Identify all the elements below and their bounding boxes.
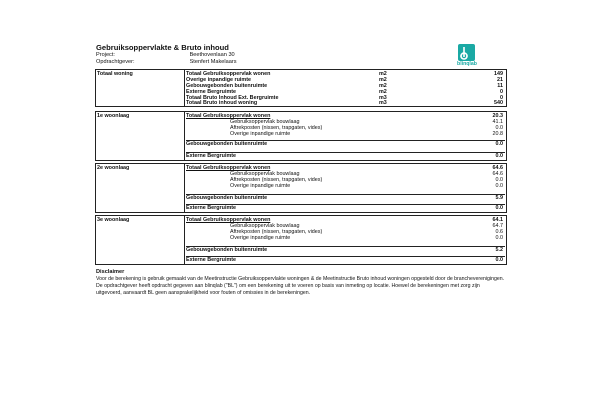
floor-sub-label: Aftrekposten (nissen, trapgaten, vides)	[230, 125, 323, 131]
summary-row-unit: m2	[379, 83, 387, 89]
logo-text: blinqlab	[457, 61, 477, 67]
client-row	[96, 59, 237, 65]
section-divider	[184, 70, 185, 106]
summary-row-value: 149	[494, 71, 503, 77]
floor-sub-value: 64.7	[492, 223, 503, 229]
summary-section	[95, 69, 507, 107]
floor-extern-label: Externe Bergruimte	[186, 205, 237, 211]
floor-sub-label: Overige inpandige ruimte	[230, 131, 291, 137]
floor-label: 1e woonlaag	[97, 113, 130, 119]
summary-row-unit: m2	[379, 77, 387, 83]
floor-main-value: 64.6	[492, 165, 503, 171]
floor-sub-value: 0.0	[495, 183, 503, 189]
section-divider	[184, 112, 185, 160]
floor-main-label: Totaal Gebruiksoppervlak wonen	[186, 217, 271, 223]
floor-sub-row	[186, 183, 505, 189]
floor-sub-value: 0.0	[495, 177, 503, 183]
floor-extern-label: Externe Bergruimte	[186, 153, 237, 159]
summary-row-label: Totaal Bruto Inhoud Ext. Bergruimte	[186, 95, 279, 101]
floor-main-label: Totaal Gebruiksoppervlak wonen	[186, 165, 271, 171]
summary-row-value: 0	[500, 89, 503, 95]
section-divider	[184, 164, 185, 212]
floor-extern-value: 0.0	[495, 153, 503, 159]
floor-sub-label: Gebruiksoppervlak bouwlaag	[230, 171, 300, 177]
floor-buiten-label: Gebouwgebonden buitenruimte	[186, 195, 268, 201]
floor-buiten-row	[186, 140, 505, 147]
summary-row-value: 11	[497, 83, 503, 89]
summary-row-value: 0	[500, 95, 503, 101]
floor-sub-label: Overige inpandige ruimte	[230, 235, 291, 241]
floor-extern-row	[186, 204, 505, 211]
floor-sub-label: Aftrekposten (nissen, trapgaten, vides)	[230, 229, 323, 235]
summary-row-label: Externe Bergruimte	[186, 89, 237, 95]
floor-main-value: 20.3	[492, 113, 503, 119]
summary-row-value: 21	[497, 77, 503, 83]
floor-main-value: 64.1	[492, 217, 503, 223]
summary-row-label: Totaal Bruto inhoud woning	[186, 100, 258, 106]
page-title: Gebruiksoppervlakte & Bruto inhoud	[96, 43, 229, 52]
floor-extern-label: Externe Bergruimte	[186, 257, 237, 263]
client-value: Stenfert Makelaars	[189, 59, 237, 65]
floor-section-2	[95, 163, 507, 213]
summary-row-label: Gebouwgebonden buitenruimte	[186, 83, 268, 89]
floor-buiten-value: 5.2	[495, 247, 503, 253]
summary-row-value: 540	[494, 100, 503, 106]
floor-buiten-value: 5.9	[495, 195, 503, 201]
floor-main-label: Totaal Gebruiksoppervlak wonen	[186, 113, 271, 119]
section-divider	[184, 216, 185, 264]
project-row	[96, 52, 235, 58]
floor-buiten-value: 0.0	[495, 141, 503, 147]
floor-sub-value: 41.1	[492, 119, 503, 125]
client-label: Opdrachtgever:	[96, 59, 135, 65]
company-logo	[452, 44, 482, 68]
project-label: Project:	[96, 52, 115, 58]
summary-row-label: Overige inpandige ruimte	[186, 77, 252, 83]
floor-extern-value: 0.0	[495, 205, 503, 211]
floor-section-3	[95, 215, 507, 265]
floor-buiten-row	[186, 246, 505, 253]
disclaimer-title: Disclaimer	[96, 269, 125, 275]
floor-buiten-label: Gebouwgebonden buitenruimte	[186, 141, 268, 147]
logo-b-icon	[458, 44, 475, 61]
logo-mark	[458, 44, 475, 61]
floor-buiten-label: Gebouwgebonden buitenruimte	[186, 247, 268, 253]
floor-sub-value: 0.0	[495, 235, 503, 241]
summary-row-unit: m2	[379, 89, 387, 95]
floor-sub-label: Gebruiksoppervlak bouwlaag	[230, 119, 300, 125]
disclaimer-text: Voor de berekening is gebruik gemaakt van de Meetinstructie Gebruiksoppervlakte woningen & de Meetinstructie Bruto inhoud woningen opgesteld door de brancheverenigingen. De opdrachtgever heeft opdracht gegeven aan blinqlab ("BL") om een berekening uit te voeren op basis van inmeting op locatie. Hoewel de berekeningen met zorg zijn uitgevoerd, aanvaardt BL geen aansprakelijkheid voor fouten of omissies in de berekeningen.	[96, 276, 505, 296]
floor-sub-value: 64.6	[492, 171, 503, 177]
floor-section-1	[95, 111, 507, 161]
floor-buiten-row	[186, 194, 505, 201]
summary-label: Totaal woning	[97, 71, 133, 77]
floor-sub-label: Overige inpandige ruimte	[230, 183, 291, 189]
floor-label: 3e woonlaag	[97, 217, 130, 223]
floor-extern-row	[186, 152, 505, 159]
summary-row-label: Totaal Gebruiksoppervlak wonen	[186, 71, 271, 77]
floor-sub-label: Aftrekposten (nissen, trapgaten, vides)	[230, 177, 323, 183]
floor-extern-value: 0.0	[495, 257, 503, 263]
floor-sub-label: Gebruiksoppervlak bouwlaag	[230, 223, 300, 229]
floor-sub-row	[186, 131, 505, 137]
floor-sub-row	[186, 235, 505, 241]
summary-row-unit: m2	[379, 71, 387, 77]
summary-row-unit: m3	[379, 100, 387, 106]
floor-sub-value: 0.6	[495, 229, 503, 235]
floor-label: 2e woonlaag	[97, 165, 130, 171]
floor-extern-row	[186, 256, 505, 263]
summary-row	[186, 100, 505, 106]
project-value: Beethovenlaan 30	[189, 52, 235, 58]
floor-sub-value: 20.8	[492, 131, 503, 137]
floor-sub-value: 0.0	[495, 125, 503, 131]
summary-row-unit: m3	[379, 95, 387, 101]
